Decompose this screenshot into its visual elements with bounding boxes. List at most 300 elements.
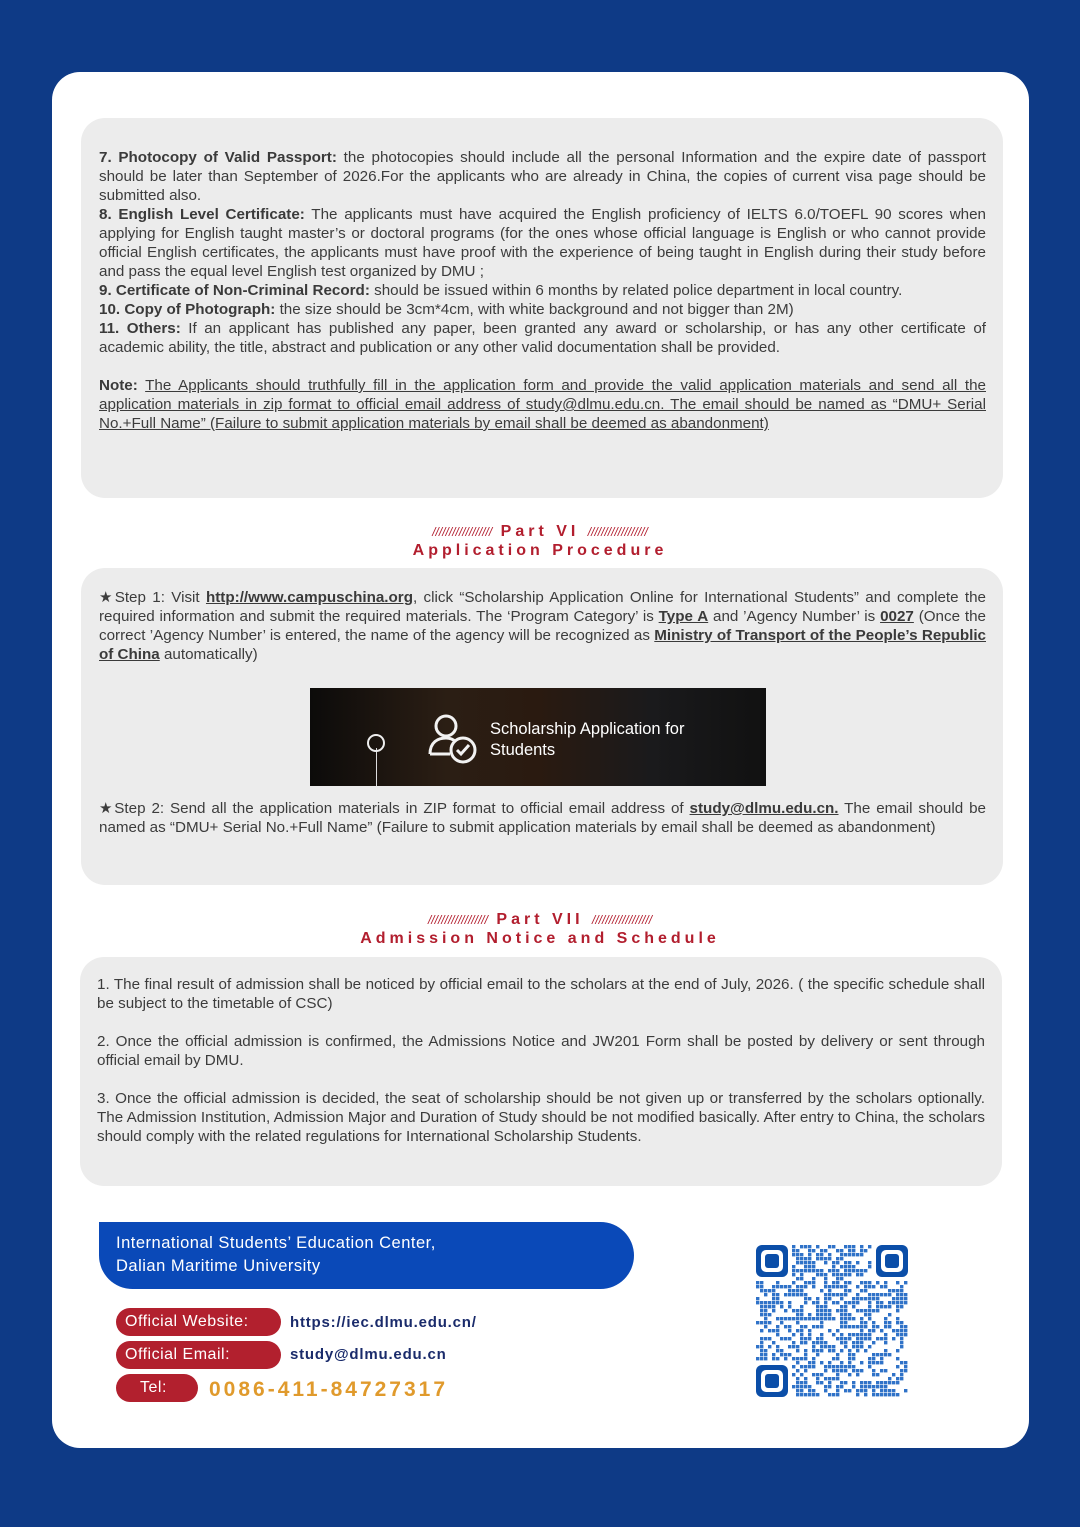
website-link[interactable]: https://iec.dlmu.edu.cn/ xyxy=(290,1314,477,1331)
qr-module xyxy=(860,1333,863,1336)
qr-module xyxy=(880,1329,883,1332)
qr-module xyxy=(856,1309,859,1312)
qr-module xyxy=(812,1345,815,1348)
qr-module xyxy=(776,1357,779,1360)
qr-module xyxy=(820,1381,823,1384)
step2-text: ★Step 2: Send all the application materials in ZIP format to official email address of study@dlmu.edu.cn. The email should be named as “DMU+ Serial No.+Full Name” (Failure to submit application materials by email shall be deemed as abandonment) xyxy=(99,800,986,836)
qr-module xyxy=(848,1289,851,1292)
qr-module xyxy=(812,1357,815,1360)
qr-module xyxy=(832,1357,835,1360)
qr-module xyxy=(840,1317,843,1320)
qr-module xyxy=(844,1389,847,1392)
qr-module xyxy=(828,1293,831,1296)
qr-module xyxy=(824,1281,827,1284)
qr-module xyxy=(792,1249,795,1252)
qr-module xyxy=(820,1325,823,1328)
qr-module xyxy=(828,1345,831,1348)
qr-module xyxy=(796,1361,799,1364)
qr-module xyxy=(764,1325,767,1328)
qr-module xyxy=(888,1325,891,1328)
qr-module xyxy=(824,1293,827,1296)
qr-module xyxy=(900,1285,903,1288)
qr-module xyxy=(808,1361,811,1364)
qr-module xyxy=(836,1393,839,1396)
qr-module xyxy=(876,1361,879,1364)
qr-module xyxy=(876,1337,879,1340)
qr-module xyxy=(836,1285,839,1288)
qr-code-icon xyxy=(756,1245,908,1397)
qr-module xyxy=(800,1389,803,1392)
qr-module xyxy=(760,1345,763,1348)
qr-module xyxy=(896,1381,899,1384)
admission-point-3: 3. Once the official admission is decided, the seat of scholarship should be not given up or transferred by the scholars optionally. The Admission Institution, Admission Major and Duration of Study should be not modified basically. After entry to China, the scholars should comply with the related regulations for International Scholarship Students. xyxy=(97,1090,985,1145)
qr-module xyxy=(776,1349,779,1352)
qr-module xyxy=(856,1393,859,1396)
qr-module xyxy=(896,1321,899,1324)
qr-module xyxy=(840,1321,843,1324)
qr-module xyxy=(832,1377,835,1380)
qr-module xyxy=(892,1289,895,1292)
qr-module xyxy=(856,1325,859,1328)
qr-module xyxy=(812,1389,815,1392)
qr-module xyxy=(864,1309,867,1312)
qr-module xyxy=(812,1373,815,1376)
qr-module xyxy=(852,1253,855,1256)
qr-module xyxy=(764,1305,767,1308)
qr-module xyxy=(824,1249,827,1252)
qr-module xyxy=(868,1361,871,1364)
qr-module xyxy=(824,1301,827,1304)
qr-module xyxy=(872,1341,875,1344)
qr-module xyxy=(768,1313,771,1316)
qr-module xyxy=(824,1345,827,1348)
qr-module xyxy=(812,1325,815,1328)
qr-module xyxy=(780,1321,783,1324)
qr-module xyxy=(760,1301,763,1304)
qr-module xyxy=(804,1317,807,1320)
qr-module xyxy=(884,1385,887,1388)
qr-module xyxy=(804,1357,807,1360)
campuschina-link[interactable]: http://www.campuschina.org xyxy=(205,589,413,606)
qr-module xyxy=(856,1333,859,1336)
qr-module xyxy=(796,1309,799,1312)
item-photograph: 10. Copy of Photograph: the size should be 3cm*4cm, with white background and not bigger than 2M) xyxy=(99,301,794,318)
qr-module xyxy=(824,1341,827,1344)
qr-module xyxy=(808,1317,811,1320)
qr-module xyxy=(796,1385,799,1388)
qr-module xyxy=(832,1273,835,1276)
qr-module xyxy=(804,1369,807,1372)
qr-module xyxy=(804,1293,807,1296)
qr-module xyxy=(776,1329,779,1332)
qr-module xyxy=(832,1393,835,1396)
qr-module xyxy=(828,1365,831,1368)
qr-module xyxy=(780,1317,783,1320)
qr-module xyxy=(796,1269,799,1272)
qr-module xyxy=(796,1261,799,1264)
qr-module xyxy=(856,1341,859,1344)
qr-module xyxy=(860,1381,863,1384)
qr-module xyxy=(832,1301,835,1304)
qr-module xyxy=(860,1361,863,1364)
qr-module xyxy=(828,1313,831,1316)
qr-module xyxy=(800,1317,803,1320)
qr-module xyxy=(844,1321,847,1324)
qr-module xyxy=(848,1261,851,1264)
qr-module xyxy=(864,1281,867,1284)
qr-module xyxy=(856,1345,859,1348)
qr-module xyxy=(864,1389,867,1392)
qr-module xyxy=(904,1361,907,1364)
qr-module xyxy=(852,1325,855,1328)
qr-module xyxy=(816,1349,819,1352)
qr-module xyxy=(884,1305,887,1308)
qr-module xyxy=(860,1253,863,1256)
qr-module xyxy=(828,1385,831,1388)
qr-module xyxy=(800,1289,803,1292)
qr-module xyxy=(836,1301,839,1304)
qr-module xyxy=(828,1289,831,1292)
qr-module xyxy=(816,1337,819,1340)
qr-module xyxy=(788,1353,791,1356)
qr-module xyxy=(876,1393,879,1396)
qr-module xyxy=(868,1329,871,1332)
qr-module xyxy=(876,1381,879,1384)
qr-module xyxy=(796,1317,799,1320)
qr-module xyxy=(764,1313,767,1316)
admission-point-2: 2. Once the official admission is confirmed, the Admissions Notice and JW201 Form shall be posted by delivery or sent through official email by DMU. xyxy=(97,1033,985,1069)
qr-module xyxy=(848,1337,851,1340)
qr-module xyxy=(836,1337,839,1340)
qr-module xyxy=(816,1325,819,1328)
qr-module xyxy=(772,1293,775,1296)
qr-module xyxy=(788,1329,791,1332)
qr-module xyxy=(876,1373,879,1376)
qr-module xyxy=(840,1277,843,1280)
qr-module xyxy=(824,1385,827,1388)
qr-module xyxy=(872,1385,875,1388)
qr-module xyxy=(768,1329,771,1332)
qr-module xyxy=(872,1357,875,1360)
qr-module xyxy=(780,1285,783,1288)
qr-module xyxy=(856,1285,859,1288)
qr-module xyxy=(856,1301,859,1304)
qr-module xyxy=(868,1385,871,1388)
qr-module xyxy=(848,1349,851,1352)
qr-module xyxy=(884,1317,887,1320)
qr-module xyxy=(824,1261,827,1264)
qr-module xyxy=(848,1361,851,1364)
qr-module xyxy=(852,1245,855,1248)
qr-module xyxy=(804,1261,807,1264)
qr-module xyxy=(840,1337,843,1340)
qr-module xyxy=(880,1305,883,1308)
qr-module xyxy=(808,1257,811,1260)
qr-module xyxy=(848,1333,851,1336)
qr-module xyxy=(784,1357,787,1360)
qr-module xyxy=(828,1377,831,1380)
qr-module xyxy=(852,1357,855,1360)
qr-module xyxy=(828,1361,831,1364)
qr-module xyxy=(812,1301,815,1304)
qr-module xyxy=(808,1297,811,1300)
qr-module xyxy=(868,1285,871,1288)
qr-module xyxy=(892,1301,895,1304)
qr-module xyxy=(876,1293,879,1296)
qr-module xyxy=(896,1281,899,1284)
qr-module xyxy=(792,1385,795,1388)
qr-module xyxy=(816,1341,819,1344)
org-name-line2: Dalian Maritime University xyxy=(116,1257,321,1275)
qr-module xyxy=(888,1301,891,1304)
qr-module xyxy=(828,1329,831,1332)
qr-module xyxy=(836,1269,839,1272)
qr-module xyxy=(876,1297,879,1300)
qr-module xyxy=(800,1337,803,1340)
qr-module xyxy=(868,1333,871,1336)
qr-module xyxy=(860,1321,863,1324)
qr-module xyxy=(868,1261,871,1264)
qr-module xyxy=(888,1321,891,1324)
qr-module xyxy=(844,1265,847,1268)
qr-module xyxy=(840,1313,843,1316)
qr-module xyxy=(868,1345,871,1348)
qr-module xyxy=(836,1293,839,1296)
qr-module xyxy=(892,1381,895,1384)
qr-module xyxy=(828,1309,831,1312)
qr-module xyxy=(800,1385,803,1388)
qr-module xyxy=(892,1389,895,1392)
qr-module xyxy=(820,1373,823,1376)
qr-module xyxy=(852,1305,855,1308)
qr-module xyxy=(796,1381,799,1384)
qr-module xyxy=(820,1257,823,1260)
qr-module xyxy=(892,1337,895,1340)
qr-module xyxy=(844,1273,847,1276)
qr-module xyxy=(804,1301,807,1304)
qr-module xyxy=(844,1381,847,1384)
qr-module xyxy=(820,1317,823,1320)
qr-module xyxy=(800,1381,803,1384)
qr-module xyxy=(848,1273,851,1276)
qr-module xyxy=(856,1253,859,1256)
qr-module xyxy=(808,1249,811,1252)
qr-module xyxy=(856,1337,859,1340)
qr-module xyxy=(804,1245,807,1248)
qr-module xyxy=(860,1341,863,1344)
qr-module xyxy=(844,1365,847,1368)
qr-module xyxy=(784,1353,787,1356)
qr-module xyxy=(840,1365,843,1368)
qr-module xyxy=(840,1293,843,1296)
qr-module xyxy=(904,1365,907,1368)
qr-module xyxy=(804,1285,807,1288)
qr-module xyxy=(764,1321,767,1324)
qr-module xyxy=(792,1365,795,1368)
qr-module xyxy=(800,1253,803,1256)
qr-module xyxy=(796,1257,799,1260)
qr-module xyxy=(820,1349,823,1352)
qr-module xyxy=(864,1249,867,1252)
qr-module xyxy=(800,1365,803,1368)
qr-module xyxy=(868,1317,871,1320)
qr-module xyxy=(852,1269,855,1272)
qr-module xyxy=(900,1325,903,1328)
qr-module xyxy=(820,1289,823,1292)
qr-module xyxy=(796,1389,799,1392)
qr-module xyxy=(812,1361,815,1364)
part7-label: Part VII xyxy=(496,911,584,928)
qr-module xyxy=(788,1325,791,1328)
qr-module xyxy=(896,1317,899,1320)
qr-module xyxy=(852,1333,855,1336)
qr-module xyxy=(860,1249,863,1252)
qr-module xyxy=(868,1305,871,1308)
qr-module xyxy=(860,1325,863,1328)
qr-module xyxy=(776,1345,779,1348)
qr-module xyxy=(824,1297,827,1300)
qr-module xyxy=(868,1365,871,1368)
qr-module xyxy=(844,1337,847,1340)
qr-module xyxy=(764,1309,767,1312)
item-english-certificate: 8. English Level Certificate: The applicants must have acquired the English proficiency of IELTS 6.0/TOEFL 90 scores when applying for English taught master’s or doctoral programs (for the ones whose official language is English or who cannot provide official English certificates, the applicants must have proof with the experience of being taught in English during their study before and pass the equal level English test organized by DMU ; xyxy=(99,206,987,280)
qr-module xyxy=(872,1393,875,1396)
qr-module xyxy=(880,1385,883,1388)
qr-module xyxy=(816,1253,819,1256)
circle-marker-icon xyxy=(367,734,385,752)
qr-module xyxy=(868,1337,871,1340)
qr-module xyxy=(840,1325,843,1328)
qr-module xyxy=(820,1321,823,1324)
part6-title: Application Procedure xyxy=(412,542,668,559)
qr-module xyxy=(896,1357,899,1360)
qr-module xyxy=(832,1265,835,1268)
qr-module xyxy=(764,1289,767,1292)
qr-module xyxy=(824,1273,827,1276)
qr-module xyxy=(800,1245,803,1248)
qr-module xyxy=(796,1349,799,1352)
qr-module xyxy=(876,1305,879,1308)
qr-module xyxy=(840,1341,843,1344)
qr-module xyxy=(904,1293,907,1296)
qr-module xyxy=(896,1297,899,1300)
qr-module xyxy=(848,1313,851,1316)
qr-module xyxy=(800,1373,803,1376)
qr-module xyxy=(864,1333,867,1336)
qr-module xyxy=(804,1257,807,1260)
qr-module xyxy=(844,1253,847,1256)
qr-module xyxy=(840,1369,843,1372)
qr-module xyxy=(892,1373,895,1376)
qr-module xyxy=(864,1393,867,1396)
qr-module xyxy=(816,1273,819,1276)
qr-module xyxy=(804,1325,807,1328)
qr-module xyxy=(756,1357,759,1360)
qr-module xyxy=(836,1389,839,1392)
qr-module xyxy=(792,1317,795,1320)
qr-module xyxy=(864,1269,867,1272)
qr-module xyxy=(840,1285,843,1288)
qr-module xyxy=(848,1353,851,1356)
qr-module xyxy=(820,1341,823,1344)
qr-module xyxy=(800,1273,803,1276)
qr-module xyxy=(876,1385,879,1388)
qr-module xyxy=(800,1285,803,1288)
qr-module xyxy=(756,1285,759,1288)
qr-module xyxy=(872,1309,875,1312)
qr-module xyxy=(860,1281,863,1284)
qr-module xyxy=(844,1317,847,1320)
qr-module xyxy=(892,1393,895,1396)
qr-module xyxy=(852,1297,855,1300)
note: Note: The Applicants should truthfully fill in the application form and provide the valid application materials and send all the application materials in zip format to official email address of study@dlmu.edu.cn. The email should be named as “DMU+ Serial No.+Full Name” (Failure to submit application materials by email shall be deemed as abandonment) xyxy=(99,377,986,432)
qr-module xyxy=(836,1261,839,1264)
email-value[interactable]: study@dlmu.edu.cn xyxy=(290,1346,447,1363)
qr-module xyxy=(904,1281,907,1284)
qr-module xyxy=(800,1325,803,1328)
qr-module xyxy=(808,1385,811,1388)
qr-module xyxy=(848,1265,851,1268)
qr-module xyxy=(884,1333,887,1336)
qr-module xyxy=(776,1317,779,1320)
qr-module xyxy=(756,1321,759,1324)
qr-module xyxy=(884,1389,887,1392)
qr-module xyxy=(788,1345,791,1348)
qr-module xyxy=(820,1345,823,1348)
qr-module xyxy=(760,1341,763,1344)
qr-module xyxy=(812,1249,815,1252)
qr-module xyxy=(812,1265,815,1268)
qr-module xyxy=(788,1305,791,1308)
qr-module xyxy=(880,1337,883,1340)
email-link[interactable]: study@dlmu.edu.cn. xyxy=(689,800,839,817)
qr-module xyxy=(896,1329,899,1332)
qr-module xyxy=(784,1317,787,1320)
qr-module xyxy=(808,1245,811,1248)
qr-module xyxy=(848,1253,851,1256)
qr-module xyxy=(864,1285,867,1288)
qr-module xyxy=(812,1261,815,1264)
qr-module xyxy=(780,1301,783,1304)
qr-module xyxy=(760,1313,763,1316)
qr-module xyxy=(804,1353,807,1356)
qr-module xyxy=(772,1289,775,1292)
qr-module xyxy=(840,1385,843,1388)
admission-notice-panel xyxy=(80,957,1002,1186)
qr-module xyxy=(784,1325,787,1328)
qr-module xyxy=(844,1261,847,1264)
qr-module xyxy=(864,1297,867,1300)
qr-module xyxy=(848,1365,851,1368)
qr-module xyxy=(864,1321,867,1324)
qr-module xyxy=(828,1393,831,1396)
qr-module xyxy=(800,1277,803,1280)
qr-module xyxy=(824,1389,827,1392)
qr-module xyxy=(900,1301,903,1304)
qr-module xyxy=(760,1353,763,1356)
qr-module xyxy=(816,1305,819,1308)
qr-module xyxy=(832,1333,835,1336)
qr-module xyxy=(848,1281,851,1284)
qr-module xyxy=(836,1249,839,1252)
qr-module xyxy=(780,1353,783,1356)
qr-module xyxy=(844,1281,847,1284)
qr-module xyxy=(852,1249,855,1252)
qr-module xyxy=(820,1273,823,1276)
qr-module xyxy=(776,1301,779,1304)
qr-module xyxy=(820,1309,823,1312)
qr-module xyxy=(792,1289,795,1292)
